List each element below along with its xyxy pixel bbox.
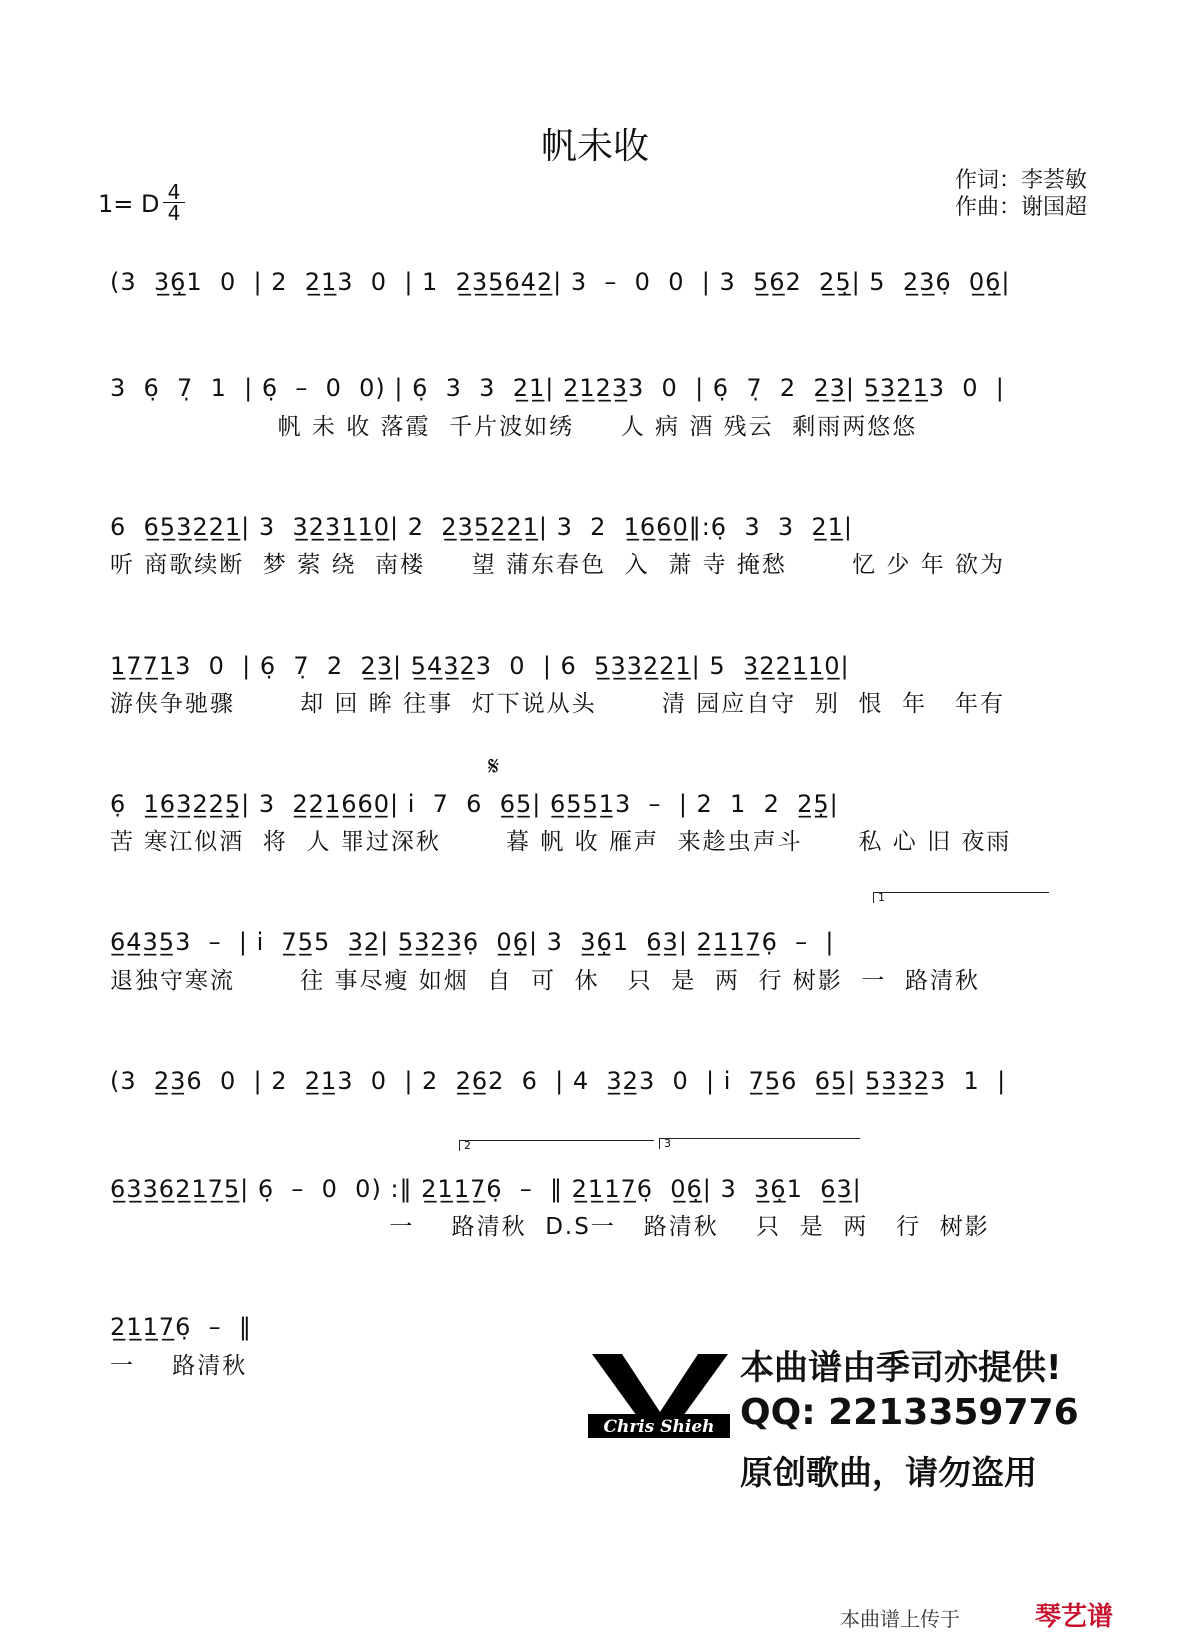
footer-text: 本曲谱上传于 [840,1607,960,1631]
volta-3-bracket [659,1138,860,1149]
score-line-1: (3 3̲6̲̣1 0 | 2 2̲1̲3 0 | 1 2̲3̲5̲6̲4̲2̲| 3 – 0 0 | 3 5̲6̲2 2̲5̣̲| 5 2̲3̲6̣ 0̲6̣̲| [110,268,1011,296]
score-line-2: 3 6̣ 7̣ 1 | 6̣ – 0 0) | 6̣ 3 3 2̲1̲| 2̲1̲2̲3̲3 0 | 6̣ 7̣ 2 2̲3̲| 5̲3̲2̲1̲3 0 | [110,374,1005,402]
lyric-line-3: 听 商歌续断 梦 萦 绕 南楼 望 蒲东春色 入 萧 寺 掩愁 忆 少 年 欲为 [110,552,1006,578]
time-top: 4 [167,180,181,204]
song-title: 帆未收 [540,126,649,167]
score-line-6: 6̲4̲3̲5̲3 – | i 7̲5̲5 3̲2̲| 5̲3̲2̲3̲6̣ 0̲6̣̲| 3 3̲6̲̣1 6̲3̲| 2̲1̲1̲7̲6̣ – | [110,928,835,956]
logo-text: Chris Shieh [603,1417,715,1437]
volta-1-bracket [873,892,1049,903]
lyricist-credit: 作词：李荟敏 [955,168,1088,193]
segno-sign: 𝄋 [488,752,500,782]
copyright-notice: 原创歌曲，请勿盗用 [740,1453,1037,1492]
lyric-line-4: 游侠争驰骤 却 回 眸 往事 灯下说从头 清 园应自守 别 恨 年 年有 [110,691,1006,717]
score-line-7: (3 2̲3̲6 0 | 2 2̲1̲3 0 | 2 2̲6̲2 6 | 4 3̲2̲3 0 | i 7̲5̲6 6̲5̲| 5̲3̲3̲2̲3 1 | [110,1067,1007,1095]
score-line-8: 6̲3̲3̲6̲2̲1̲7̲5̲| 6̣ – 0 0) :‖ 2̲1̲1̲7̲6̣ – ‖ 2̲1̲1̲7̲6̣ 0̲6̣̲| 3 3̲6̲̣1 6̲3̲| [110,1175,862,1203]
volta-2-bracket [459,1140,654,1151]
brand-logo: 琴艺谱 [1035,1602,1114,1632]
lyric-line-2: 帆 未 收 落霞 千片波如绣 人 病 酒 残云 剩雨两悠悠 [110,414,918,440]
chris-shieh-logo [588,1354,730,1454]
score-line-4: 1̲7̲7̲1̲3 0 | 6̣ 7̣ 2 2̲3̲| 5̲4̲3̲2̲3 0 | 6 5̲3̲3̲2̲2̲1̲| 5 3̲2̲2̲1̲1̲0̲| [110,652,850,680]
key-signature: 1= D [98,190,160,218]
lyric-line-9: 一 路清秋 [110,1353,248,1379]
time-signature [163,182,185,223]
provider-notice: 本曲谱由季司亦提供! [740,1348,1062,1388]
lyric-line-5: 苦 寒江似酒 将 人 罪过深秋 暮 帆 收 雁声 来趁虫声斗 私 心 旧 夜雨 [110,829,1012,855]
volta-3-label: 3 [664,1137,671,1150]
qq-contact: QQ: 2213359776 [740,1392,1079,1433]
time-bottom: 4 [163,202,185,223]
score-line-3: 6 6̲5̲3̲2̲2̲1̲| 3 3̲2̲3̲1̲1̲0̲| 2 2̲3̲5̲2̲2̲1̲| 3 2 1̲6̲6̲0̲‖:6̣ 3 3 2̲1̲| [110,513,854,541]
lyric-line-6: 退独守寒流 往 事尽瘦 如烟 自 可 休 只 是 两 行 树影 一 路清秋 [110,968,981,994]
volta-1-label: 1 [878,891,885,904]
lyric-line-8: 一 路清秋 D.S一 路清秋 只 是 两 行 树影 [110,1214,990,1240]
score-line-5: 6̣ 1̲6̲3̲2̲2̲5̣̲| 3 2̲2̲1̲6̲6̲0̲| i 7 6 6̲5̲| 6̲5̲5̲1̲3 – | 2 1 2 2̲5̣̲| [110,790,839,818]
score-line-9: 2̲1̲1̲7̲6̣ – ‖ [110,1313,252,1341]
composer-credit: 作曲：谢国超 [955,195,1088,220]
volta-2-label: 2 [464,1139,471,1152]
